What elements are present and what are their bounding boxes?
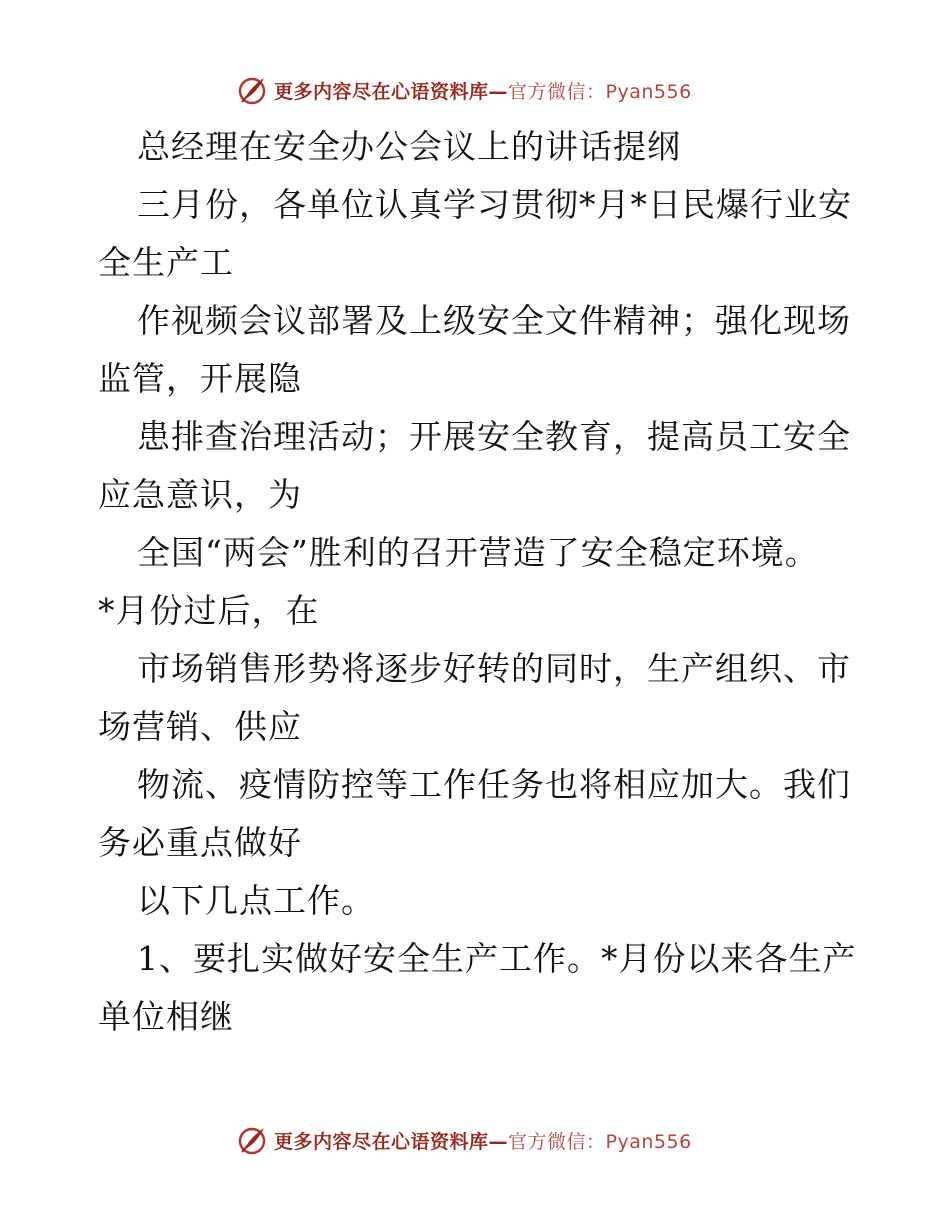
header-watermark: [236, 73, 692, 107]
text-line: 作视频会议部署及上级安全文件精神；强化现场: [137, 301, 851, 340]
text-line: 全生产工: [98, 243, 234, 282]
watermark-text: 更多内容尽在心语资料库: [274, 1130, 489, 1153]
text-line: 患排查治理活动；开展安全教育，提高员工安全: [137, 417, 851, 456]
watermark-separator: —: [488, 80, 509, 103]
watermark-wechat-label: 官方微信：: [508, 1130, 606, 1153]
text-line: 物流、疫情防控等工作任务也将相应加大。我们: [137, 765, 851, 804]
text-line: 应急意识，为: [98, 475, 302, 514]
text-line: 1、要扎实做好安全生产工作。*月份以来各生产: [137, 939, 857, 978]
watermark-separator: —: [488, 1130, 509, 1153]
text-line: 场营销、供应: [98, 707, 302, 746]
text-line: 单位相继: [98, 997, 234, 1036]
text-line: 监管，开展隐: [98, 359, 302, 398]
watermark-wechat-id: Pyan556: [605, 1130, 692, 1153]
document-title: 总经理在安全办公会议上的讲话提纲: [137, 127, 681, 166]
quill-logo-icon: [236, 74, 268, 106]
footer-watermark: [236, 1123, 692, 1157]
text-line: 全国“两会”胜利的召开营造了安全稳定环境。: [137, 533, 819, 572]
text-line: 务必重点做好: [98, 823, 302, 862]
document-body: [98, 118, 858, 1046]
quill-logo-icon: [236, 1124, 268, 1156]
watermark-wechat-id: Pyan556: [605, 80, 692, 103]
text-line: *月份过后，在: [98, 591, 320, 630]
watermark-text: 更多内容尽在心语资料库: [274, 80, 489, 103]
watermark-wechat-label: 官方微信：: [508, 80, 606, 103]
text-line: 以下几点工作。: [137, 881, 375, 920]
text-line: 三月份，各单位认真学习贯彻*月*日民爆行业安: [137, 185, 852, 224]
text-line: 市场销售形势将逐步好转的同时，生产组织、市: [137, 649, 851, 688]
